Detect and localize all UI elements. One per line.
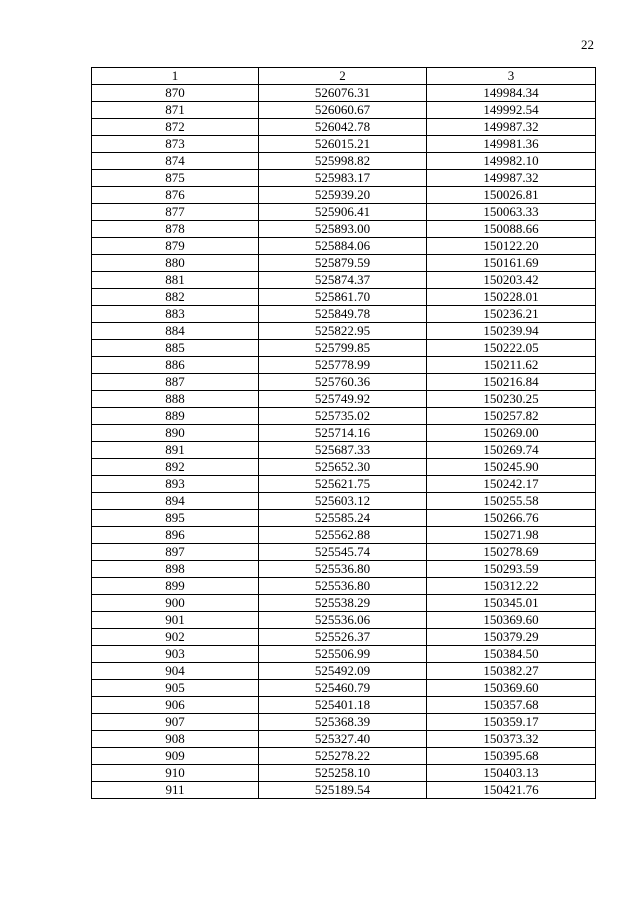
y-coordinate-cell: 150369.60 <box>427 612 596 629</box>
table-row <box>92 306 596 323</box>
table-row <box>92 646 596 663</box>
x-coordinate-cell: 525939.20 <box>259 187 427 204</box>
point-number-cell: 882 <box>92 289 259 306</box>
y-coordinate-cell: 150266.76 <box>427 510 596 527</box>
point-number-cell: 911 <box>92 782 259 799</box>
y-coordinate-cell: 150236.21 <box>427 306 596 323</box>
table-row <box>92 136 596 153</box>
y-coordinate-cell: 150345.01 <box>427 595 596 612</box>
point-number-cell: 871 <box>92 102 259 119</box>
y-coordinate-cell: 150242.17 <box>427 476 596 493</box>
x-coordinate-cell: 525536.06 <box>259 612 427 629</box>
x-coordinate-cell: 525506.99 <box>259 646 427 663</box>
y-coordinate-cell: 150203.42 <box>427 272 596 289</box>
point-number-cell: 875 <box>92 170 259 187</box>
table-row <box>92 340 596 357</box>
header-row <box>92 68 596 85</box>
point-number-cell: 906 <box>92 697 259 714</box>
x-coordinate-cell: 525998.82 <box>259 153 427 170</box>
y-coordinate-cell: 150216.84 <box>427 374 596 391</box>
point-number-cell: 878 <box>92 221 259 238</box>
y-coordinate-cell: 149981.36 <box>427 136 596 153</box>
x-coordinate-cell: 525562.88 <box>259 527 427 544</box>
table-row <box>92 153 596 170</box>
table-row <box>92 612 596 629</box>
x-coordinate-cell: 525401.18 <box>259 697 427 714</box>
y-coordinate-cell: 149982.10 <box>427 153 596 170</box>
table-row <box>92 374 596 391</box>
table-row <box>92 272 596 289</box>
point-number-cell: 879 <box>92 238 259 255</box>
point-number-cell: 893 <box>92 476 259 493</box>
y-coordinate-cell: 149992.54 <box>427 102 596 119</box>
point-number-cell: 884 <box>92 323 259 340</box>
point-number-cell: 883 <box>92 306 259 323</box>
y-coordinate-cell: 150357.68 <box>427 697 596 714</box>
y-coordinate-cell: 150382.27 <box>427 663 596 680</box>
point-number-cell: 876 <box>92 187 259 204</box>
y-coordinate-cell: 150369.60 <box>427 680 596 697</box>
y-coordinate-cell: 150211.62 <box>427 357 596 374</box>
y-coordinate-cell: 150222.05 <box>427 340 596 357</box>
x-coordinate-cell: 525278.22 <box>259 748 427 765</box>
table-row <box>92 238 596 255</box>
x-coordinate-cell: 525906.41 <box>259 204 427 221</box>
table-row <box>92 748 596 765</box>
point-number-cell: 897 <box>92 544 259 561</box>
x-coordinate-cell: 525749.92 <box>259 391 427 408</box>
table-row <box>92 493 596 510</box>
page-number: 22 <box>581 37 594 52</box>
table-row <box>92 714 596 731</box>
point-number-cell: 890 <box>92 425 259 442</box>
x-coordinate-cell: 525893.00 <box>259 221 427 238</box>
x-coordinate-cell: 525884.06 <box>259 238 427 255</box>
x-coordinate-cell: 525687.33 <box>259 442 427 459</box>
point-number-cell: 873 <box>92 136 259 153</box>
x-coordinate-cell: 525189.54 <box>259 782 427 799</box>
y-coordinate-cell: 150088.66 <box>427 221 596 238</box>
point-number-cell: 872 <box>92 119 259 136</box>
table-row <box>92 544 596 561</box>
table-row <box>92 102 596 119</box>
point-number-cell: 908 <box>92 731 259 748</box>
table-row <box>92 323 596 340</box>
x-coordinate-cell: 525526.37 <box>259 629 427 646</box>
table-row <box>92 663 596 680</box>
table-row <box>92 204 596 221</box>
y-coordinate-cell: 150278.69 <box>427 544 596 561</box>
point-number-cell: 896 <box>92 527 259 544</box>
y-coordinate-cell: 149987.32 <box>427 119 596 136</box>
y-coordinate-cell: 150255.58 <box>427 493 596 510</box>
coordinates-table <box>91 67 596 799</box>
x-coordinate-cell: 525536.80 <box>259 561 427 578</box>
column-header-2: 2 <box>259 68 427 85</box>
point-number-cell: 892 <box>92 459 259 476</box>
y-coordinate-cell: 150312.22 <box>427 578 596 595</box>
y-coordinate-cell: 150269.74 <box>427 442 596 459</box>
y-coordinate-cell: 150026.81 <box>427 187 596 204</box>
point-number-cell: 898 <box>92 561 259 578</box>
x-coordinate-cell: 525536.80 <box>259 578 427 595</box>
y-coordinate-cell: 150245.90 <box>427 459 596 476</box>
point-number-cell: 895 <box>92 510 259 527</box>
y-coordinate-cell: 149987.32 <box>427 170 596 187</box>
table-row <box>92 391 596 408</box>
table-row <box>92 782 596 799</box>
table-row <box>92 510 596 527</box>
x-coordinate-cell: 525983.17 <box>259 170 427 187</box>
y-coordinate-cell: 150373.32 <box>427 731 596 748</box>
table-row <box>92 578 596 595</box>
y-coordinate-cell: 150161.69 <box>427 255 596 272</box>
x-coordinate-cell: 525492.09 <box>259 663 427 680</box>
point-number-cell: 880 <box>92 255 259 272</box>
point-number-cell: 903 <box>92 646 259 663</box>
x-coordinate-cell: 525603.12 <box>259 493 427 510</box>
point-number-cell: 899 <box>92 578 259 595</box>
table-row <box>92 595 596 612</box>
y-coordinate-cell: 149984.34 <box>427 85 596 102</box>
x-coordinate-cell: 525735.02 <box>259 408 427 425</box>
x-coordinate-cell: 525652.30 <box>259 459 427 476</box>
column-header-3: 3 <box>427 68 596 85</box>
point-number-cell: 881 <box>92 272 259 289</box>
table-row <box>92 459 596 476</box>
y-coordinate-cell: 150230.25 <box>427 391 596 408</box>
table-row <box>92 187 596 204</box>
point-number-cell: 887 <box>92 374 259 391</box>
point-number-cell: 904 <box>92 663 259 680</box>
y-coordinate-cell: 150359.17 <box>427 714 596 731</box>
table-row <box>92 408 596 425</box>
point-number-cell: 902 <box>92 629 259 646</box>
table-row <box>92 170 596 187</box>
x-coordinate-cell: 525621.75 <box>259 476 427 493</box>
x-coordinate-cell: 525258.10 <box>259 765 427 782</box>
point-number-cell: 877 <box>92 204 259 221</box>
table-row <box>92 442 596 459</box>
y-coordinate-cell: 150239.94 <box>427 323 596 340</box>
point-number-cell: 901 <box>92 612 259 629</box>
y-coordinate-cell: 150063.33 <box>427 204 596 221</box>
table-row <box>92 527 596 544</box>
point-number-cell: 874 <box>92 153 259 170</box>
x-coordinate-cell: 525460.79 <box>259 680 427 697</box>
point-number-cell: 870 <box>92 85 259 102</box>
x-coordinate-cell: 526076.31 <box>259 85 427 102</box>
point-number-cell: 909 <box>92 748 259 765</box>
table-row <box>92 119 596 136</box>
point-number-cell: 907 <box>92 714 259 731</box>
x-coordinate-cell: 526042.78 <box>259 119 427 136</box>
table-row <box>92 357 596 374</box>
x-coordinate-cell: 525545.74 <box>259 544 427 561</box>
x-coordinate-cell: 525714.16 <box>259 425 427 442</box>
table-row <box>92 697 596 714</box>
point-number-cell: 894 <box>92 493 259 510</box>
y-coordinate-cell: 150379.29 <box>427 629 596 646</box>
y-coordinate-cell: 150384.50 <box>427 646 596 663</box>
table-row <box>92 221 596 238</box>
table-row <box>92 561 596 578</box>
x-coordinate-cell: 525799.85 <box>259 340 427 357</box>
x-coordinate-cell: 525585.24 <box>259 510 427 527</box>
y-coordinate-cell: 150257.82 <box>427 408 596 425</box>
table-row <box>92 476 596 493</box>
point-number-cell: 885 <box>92 340 259 357</box>
table-row <box>92 765 596 782</box>
table-header <box>92 68 596 85</box>
x-coordinate-cell: 525879.59 <box>259 255 427 272</box>
table-row <box>92 255 596 272</box>
y-coordinate-cell: 150395.68 <box>427 748 596 765</box>
table-row <box>92 85 596 102</box>
table-row <box>92 289 596 306</box>
point-number-cell: 905 <box>92 680 259 697</box>
point-number-cell: 891 <box>92 442 259 459</box>
table-row <box>92 425 596 442</box>
y-coordinate-cell: 150269.00 <box>427 425 596 442</box>
point-number-cell: 886 <box>92 357 259 374</box>
point-number-cell: 888 <box>92 391 259 408</box>
table-row <box>92 629 596 646</box>
x-coordinate-cell: 525822.95 <box>259 323 427 340</box>
x-coordinate-cell: 526060.67 <box>259 102 427 119</box>
table-row <box>92 680 596 697</box>
x-coordinate-cell: 525368.39 <box>259 714 427 731</box>
x-coordinate-cell: 526015.21 <box>259 136 427 153</box>
x-coordinate-cell: 525849.78 <box>259 306 427 323</box>
x-coordinate-cell: 525760.36 <box>259 374 427 391</box>
y-coordinate-cell: 150228.01 <box>427 289 596 306</box>
point-number-cell: 900 <box>92 595 259 612</box>
y-coordinate-cell: 150403.13 <box>427 765 596 782</box>
table-body <box>92 85 596 799</box>
y-coordinate-cell: 150421.76 <box>427 782 596 799</box>
x-coordinate-cell: 525538.29 <box>259 595 427 612</box>
x-coordinate-cell: 525778.99 <box>259 357 427 374</box>
y-coordinate-cell: 150271.98 <box>427 527 596 544</box>
y-coordinate-cell: 150122.20 <box>427 238 596 255</box>
point-number-cell: 889 <box>92 408 259 425</box>
point-number-cell: 910 <box>92 765 259 782</box>
x-coordinate-cell: 525874.37 <box>259 272 427 289</box>
table-row <box>92 731 596 748</box>
y-coordinate-cell: 150293.59 <box>427 561 596 578</box>
column-header-1: 1 <box>92 68 259 85</box>
x-coordinate-cell: 525327.40 <box>259 731 427 748</box>
x-coordinate-cell: 525861.70 <box>259 289 427 306</box>
